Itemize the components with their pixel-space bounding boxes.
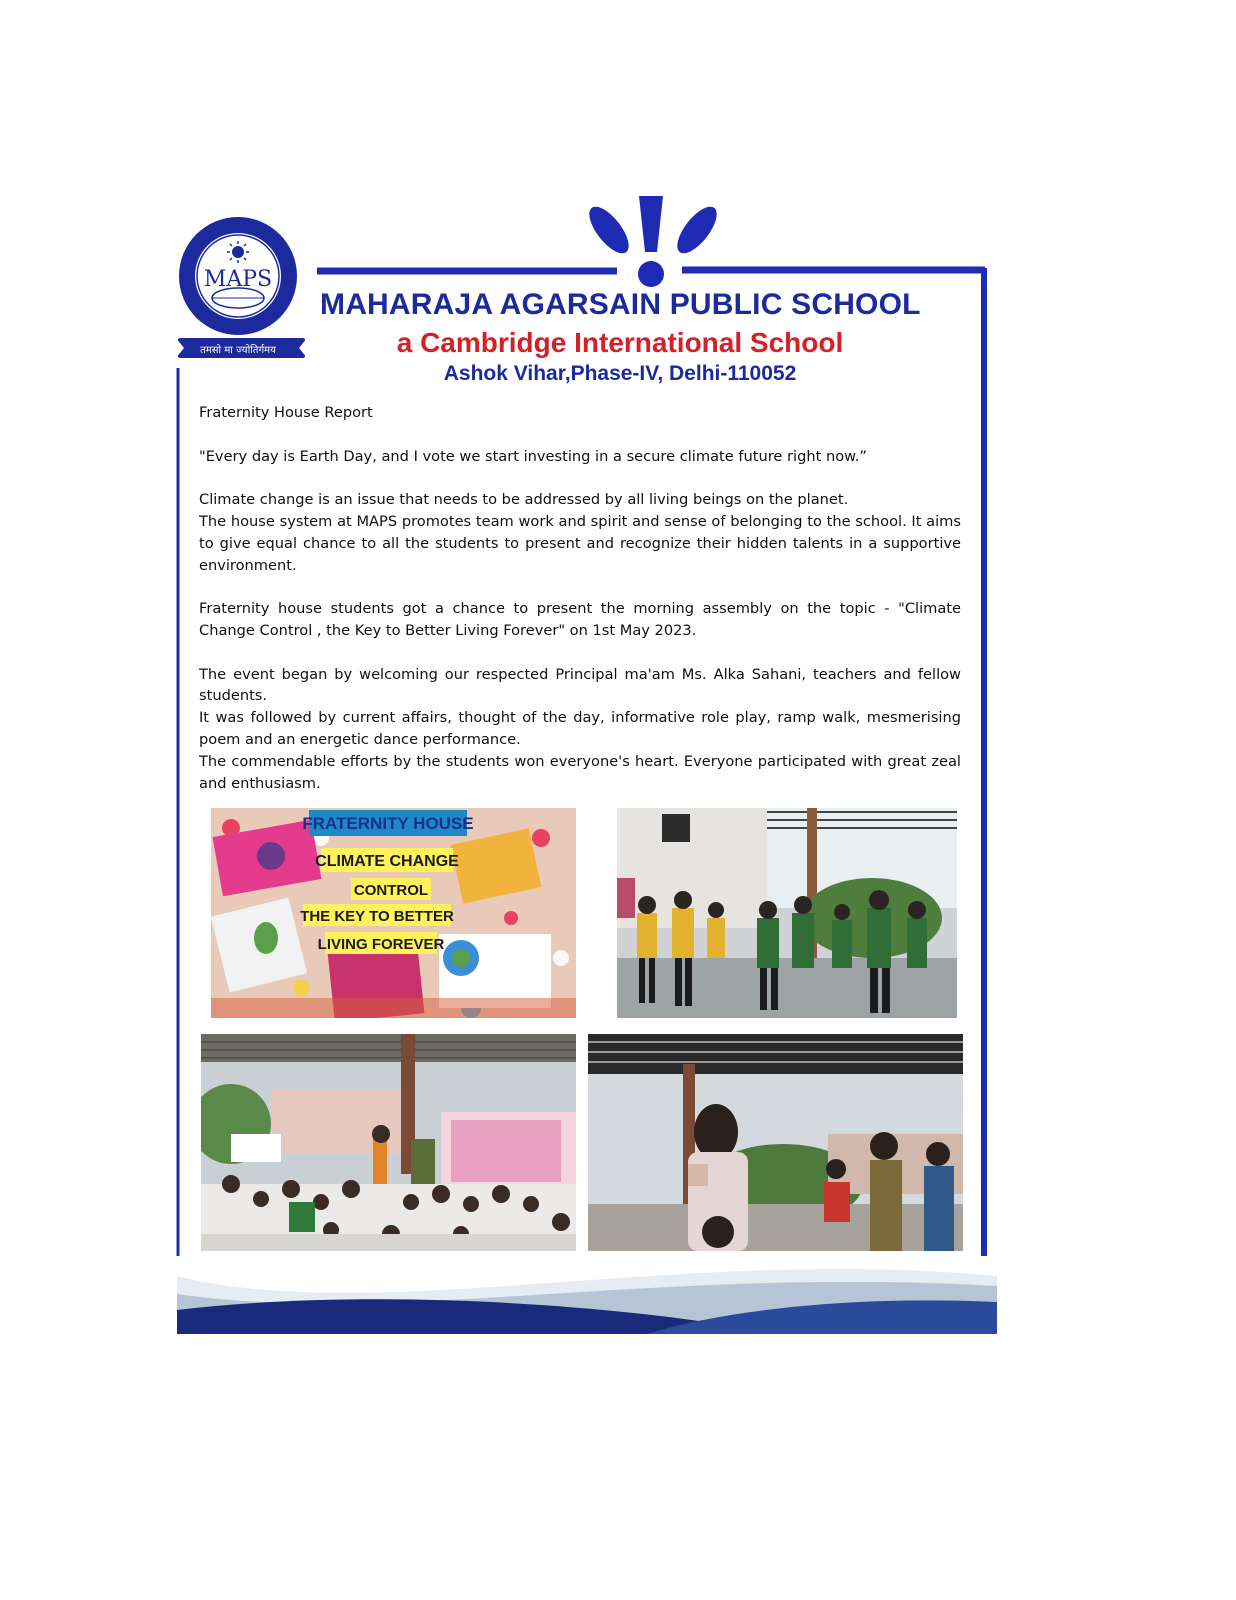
photo-ramp-walk <box>617 808 957 1018</box>
school-subtitle: a Cambridge International School <box>396 327 844 358</box>
report-body <box>199 402 961 794</box>
school-logo <box>176 214 311 366</box>
photo-speaker <box>588 1034 963 1251</box>
paragraph-assembly: Fraternity house students got a chance to present the morning assembly on the topic - "Climate Change Control , the Key to Better Living Forever" on 1st May 2023. <box>199 600 961 639</box>
paragraph-welcome: The event began by welcoming our respected Principal ma'am Ms. Alka Sahani, teachers and fellow students. <box>199 665 961 705</box>
photo-group <box>201 1034 576 1251</box>
paragraph-program: It was followed by current affairs, thought of the day, informative role play, ramp walk, mesmerising poem and an energetic dance performance. <box>199 709 961 748</box>
paragraph-climate: Climate change is an issue that needs to be addressed by all living beings on the planet. <box>199 491 849 509</box>
report-quote: "Every day is Earth Day, and I vote we start investing in a secure climate future right now.” <box>199 447 867 465</box>
board-line-2: CONTROL <box>353 882 429 899</box>
board-line-4: LIVING FOREVER <box>317 936 445 953</box>
paragraph-conclusion: The commendable efforts by the students won everyone's heart. Everyone participated with great zeal and enthusiasm. <box>199 752 961 792</box>
logo-motto: तमसो मा ज्योतिर्गमय <box>200 345 276 356</box>
board-heading: FRATERNITY HOUSE <box>302 814 474 833</box>
logo-text: MAPS <box>203 267 273 292</box>
board-line-3: THE KEY TO BETTER <box>300 908 454 925</box>
paragraph-house-system: The house system at MAPS promotes team work and spirit and sense of belonging to the school. It aims to give equal chance to all the students to present and recognize their hidden talents in a supportive environment. <box>199 512 961 574</box>
board-line-1: CLIMATE CHANGE <box>315 853 459 870</box>
report-title: Fraternity House Report <box>199 404 373 421</box>
burst-emblem <box>583 196 723 288</box>
footer-wave <box>177 1256 997 1334</box>
school-address: Ashok Vihar,Phase-IV, Delhi-110052 <box>443 362 797 385</box>
school-name: MAHARAJA AGARSAIN PUBLIC SCHOOL <box>320 288 921 321</box>
photo-notice-board <box>211 808 576 1018</box>
